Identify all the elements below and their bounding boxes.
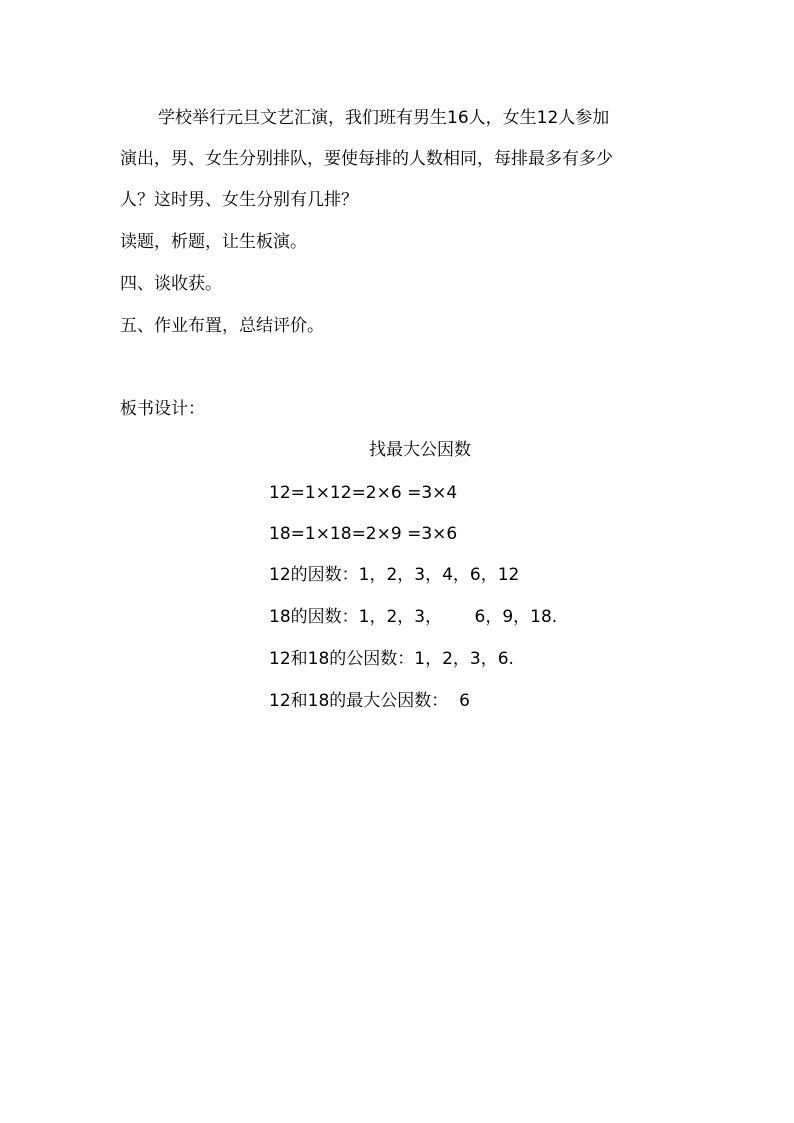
board-title: 找最大公因数 (369, 440, 471, 460)
board-line-greatest-common-factor: 12和18的最大公因数： 6 (269, 691, 470, 711)
instruction-text: 读题，析题，让生板演。 (120, 232, 307, 252)
section-four-heading: 四、谈收获。 (120, 274, 222, 294)
board-line-common-factors: 12和18的公因数：1，2，3，6. (269, 649, 514, 669)
board-design-heading: 板书设计： (120, 399, 205, 419)
board-line-factor-pairs-12: 12=1×12=2×6 =3×4 (269, 483, 458, 503)
problem-text-line-3: 人？这时男、女生分别有几排？ (120, 190, 358, 210)
board-line-factors-18: 18的因数：1，2，3， 6，9，18. (269, 607, 558, 627)
problem-text-line-1: 学校举行元旦文艺汇演，我们班有男生16人，女生12人参加 (158, 108, 610, 128)
board-line-factors-12: 12的因数：1，2，3，4，6，12 (269, 565, 520, 585)
board-line-factor-pairs-18: 18=1×18=2×9 =3×6 (269, 524, 458, 544)
section-five-heading: 五、作业布置，总结评价。 (120, 316, 324, 336)
problem-text-line-2: 演出，男、女生分别排队，要使每排的人数相同，每排最多有多少 (120, 149, 613, 169)
